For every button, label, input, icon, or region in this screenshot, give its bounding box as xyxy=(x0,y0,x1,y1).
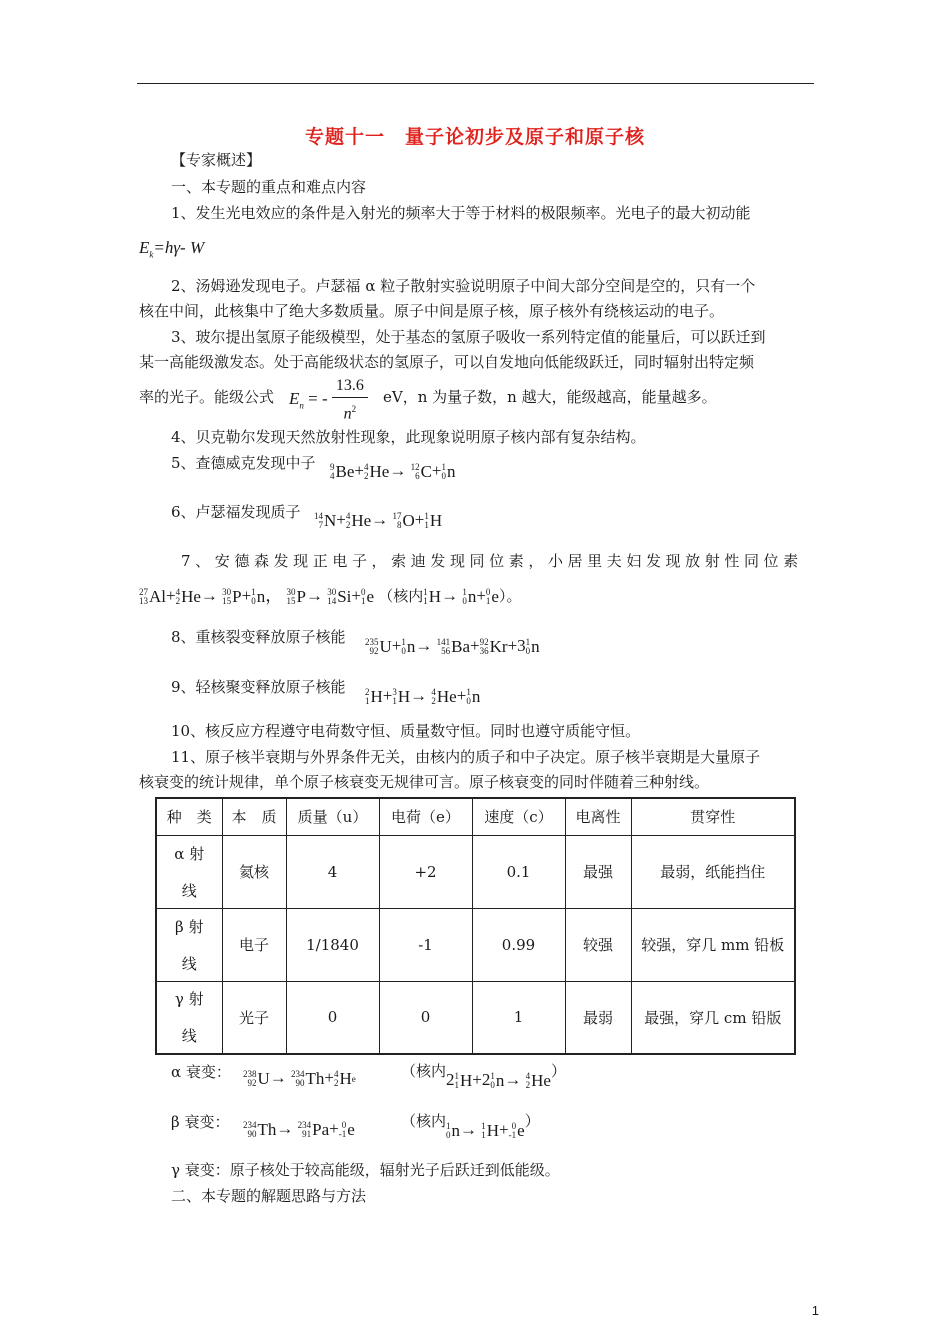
cell: 最弱 xyxy=(565,981,631,1054)
cell: 4 xyxy=(286,835,379,908)
page-number: 1 xyxy=(811,1303,819,1318)
item-5: 5、查德威克发现中子 xyxy=(171,454,316,472)
item-4: 4、贝克勒尔发现天然放射性现象，此现象说明原子核内部有复杂结构。 xyxy=(171,428,646,446)
header-cell: 电荷（e） xyxy=(379,798,472,835)
cell: 较强，穿几 mm 铅板 xyxy=(631,908,795,981)
cell: 光子 xyxy=(222,981,286,1054)
ray-kind-line1: β 射 xyxy=(175,917,204,936)
cell: 较强 xyxy=(565,908,631,981)
cell: 电子 xyxy=(222,908,286,981)
formula-proton: 14 7 N+ 4 2 He→ 17 8 O+ 1 1 H xyxy=(314,510,443,531)
cell: 0 xyxy=(379,981,472,1054)
cell: 最弱，纸能挡住 xyxy=(631,835,795,908)
formula-alpha-decay: 238 92 U→ 234 90 Th+ 4 2 H e xyxy=(243,1068,356,1089)
ray-kind-line2: 线 xyxy=(181,1027,197,1046)
part1-heading: 一、本专题的重点和难点内容 xyxy=(171,178,367,196)
table-row xyxy=(156,981,795,1054)
item-11-line1: 11、原子核半衰期与外界条件无关，由核内的质子和中子决定。原子核半衰期是大量原子 xyxy=(171,748,761,766)
table-row xyxy=(156,908,795,981)
formula-neutron: 9 4 Be+ 4 2 He→ 12 6 C+ 1 0 n xyxy=(330,461,456,482)
header-cell: 本 质 xyxy=(222,798,286,835)
header-cell: 电离性 xyxy=(565,798,631,835)
ray-kind-line2: 线 xyxy=(181,954,197,973)
item-1: 1、发生光电效应的条件是入射光的频率大于等于材料的极限频率。光电子的最大初动能 xyxy=(171,204,751,222)
item-3-line3-post: eV，n 为量子数，n 越大，能级越高，能量越多。 xyxy=(383,388,717,406)
item-6: 6、卢瑟福发现质子 xyxy=(171,503,301,521)
formula-ek: $E_k=h\gamma-$ W xyxy=(139,238,205,260)
ray-kind-cell xyxy=(156,908,222,981)
header-rule xyxy=(137,83,814,84)
cell: +2 xyxy=(379,835,472,908)
cell: 0.99 xyxy=(472,908,565,981)
cell: 1 xyxy=(472,981,565,1054)
item-3-line3-pre: 率的光子。能级公式 xyxy=(139,388,275,406)
item-10: 10、核反应方程遵守电荷数守恒、质量数守恒。同时也遵守质能守恒。 xyxy=(171,722,641,740)
header-cell: 种 类 xyxy=(156,798,222,835)
item-3-line1: 3、玻尔提出氢原子能级模型，处于基态的氢原子吸收一系列特定值的能量后，可以跃迁到 xyxy=(171,328,766,346)
item-8: 8、重核裂变释放原子核能 xyxy=(171,628,346,646)
header-cell: 速度（c） xyxy=(472,798,565,835)
radiation-table xyxy=(155,797,796,1055)
header-cell: 质量（u） xyxy=(286,798,379,835)
formula-beta-decay: 234 90 Th→ 234 91 Pa+ 0 -1 e xyxy=(243,1119,355,1140)
ray-kind-line2: 线 xyxy=(181,881,197,900)
item-11-line2: 核衰变的统计规律，单个原子核衰变无规律可言。原子核衰变的同时伴随着三种射线。 xyxy=(139,773,710,791)
cell: 1/1840 xyxy=(286,908,379,981)
formula-alpha-core: （核内2 1 1 H+2 1 0 n→ 4 2 He） xyxy=(401,1064,566,1091)
cell: 0 xyxy=(286,981,379,1054)
beta-decay-label: β 衰变： xyxy=(171,1113,230,1131)
table-row xyxy=(156,835,795,908)
item-3-line2: 某一高能级激发态。处于高能级状态的氢原子，可以自发地向低能级跃迁，同时辐射出特定频 xyxy=(139,353,755,371)
item-9: 9、轻核聚变释放原子核能 xyxy=(171,678,346,696)
formula-positron: 27 13 Al+ 4 2 He→ 30 15 P+ 1 0 n， 30 15 P→ 30 14 Si+ 0 1 e （核内 1 1 H→ 1 0 n+ 0 1 e）。 xyxy=(139,586,522,607)
formula-energy-level: $E_n$ = - $\frac{13.6}{n^2}$ xyxy=(289,375,368,425)
gamma-decay: γ 衰变：原子核处于较高能级，辐射光子后跃迁到低能级。 xyxy=(171,1161,560,1179)
cell: 氦核 xyxy=(222,835,286,908)
item-7: 7、安德森发现正电子，索迪发现同位素，小居里夫妇发现放射性同位素 xyxy=(181,552,803,570)
header-cell: 贯穿性 xyxy=(631,798,795,835)
part2-heading: 二、本专题的解题思路与方法 xyxy=(171,1187,367,1205)
cell: -1 xyxy=(379,908,472,981)
cell: 0.1 xyxy=(472,835,565,908)
formula-beta-core: （核内 1 0 n→ 1 1 H+ 0 -1 e） xyxy=(401,1114,540,1141)
cell: 最强 xyxy=(565,835,631,908)
expert-overview-heading: 【专家概述】 xyxy=(171,151,262,169)
item-2-line1: 2、汤姆逊发现电子。卢瑟福 α 粒子散射实验说明原子中间大部分空间是空的，只有一个 xyxy=(171,277,756,295)
ray-kind-line1: α 射 xyxy=(174,844,205,863)
item-2-line2: 核在中间，此核集中了绝大多数质量。原子中间是原子核，原子核外有绕核运动的电子。 xyxy=(139,302,725,320)
ray-kind-cell xyxy=(156,835,222,908)
alpha-decay-label: α 衰变： xyxy=(171,1063,231,1081)
ray-kind-cell xyxy=(156,981,222,1054)
ray-kind-line1: γ 射 xyxy=(174,990,204,1009)
page-title: 专题十一 量子论初步及原子和原子核 xyxy=(304,126,645,148)
table-header-row xyxy=(156,798,795,835)
formula-fusion: 2 1 H+ 3 1 H→ 4 2 He+ 1 0 n xyxy=(365,686,481,707)
cell: 最强，穿几 cm 铅版 xyxy=(631,981,795,1054)
formula-fission: 235 92 U+ 1 0 n→ 141 56 Ba+ 92 36 Kr+3 1 0 n xyxy=(365,636,540,657)
